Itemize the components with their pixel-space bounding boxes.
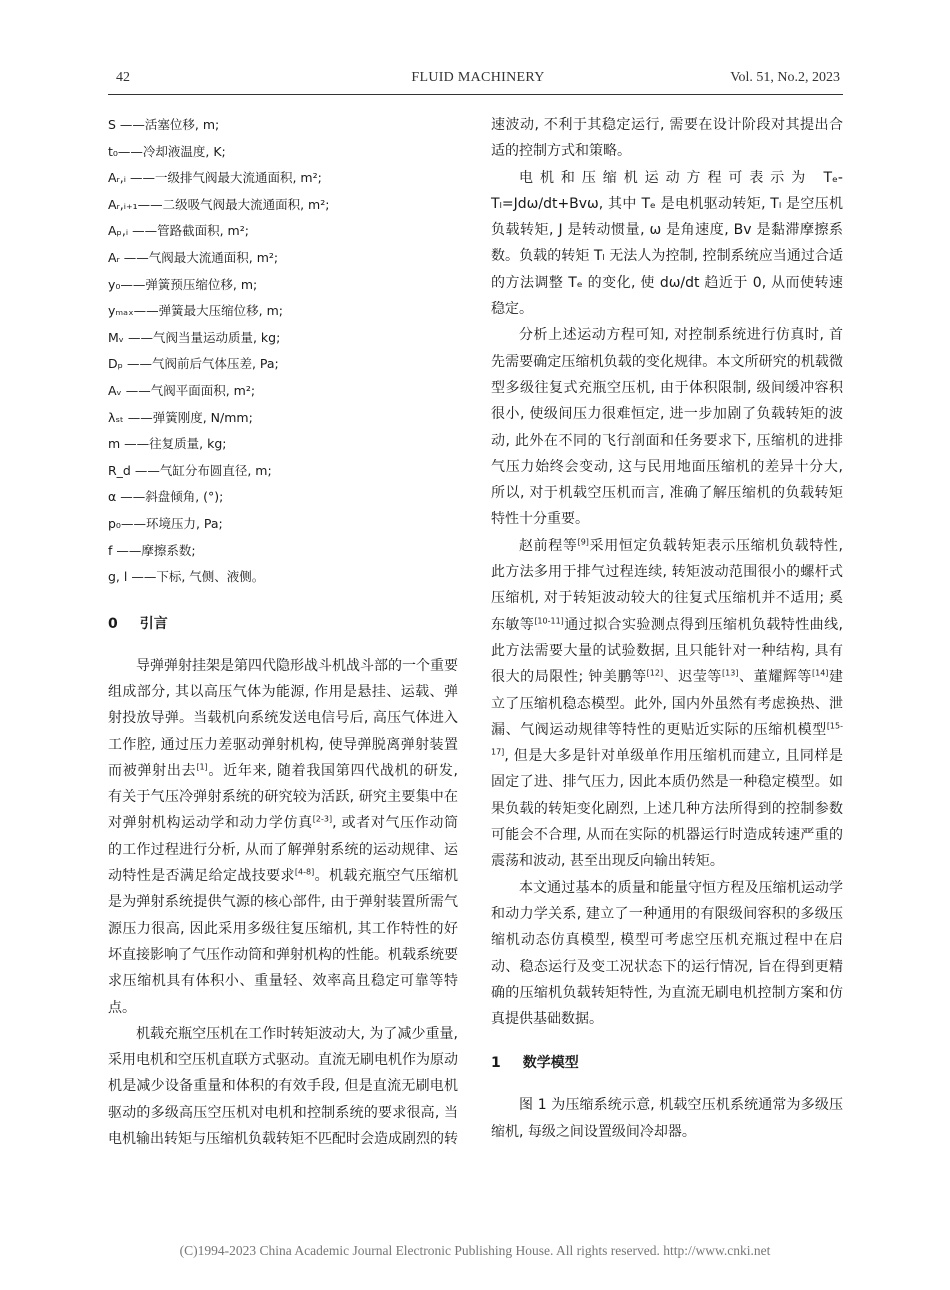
intro-paragraph-1 — [108, 653, 458, 1021]
nomenclature-item: p₀——环境压力, Pa; — [108, 515, 223, 531]
nomenclature-item: S ——活塞位移, m; — [108, 117, 220, 132]
nomenclature-item: f ——摩擦系数; — [108, 542, 196, 558]
left-column — [108, 112, 458, 1152]
intro-paragraph-6: 本文通过基本的质量和能量守恒方程及压缩机运动学和动力学关系, 建立了一种通用的有限级间容积的多级压缩机动态仿真模型, 模型可考虑空压机充瓶过程中在启动、稳态运行及变工况状态下的运行情况, 旨在得到更精确的压缩机负载转矩特性, 为直流无刷电机控制方案和仿真提供基础数据。 — [491, 879, 843, 1028]
nomenclature-item: g, l ——下标, 气侧、液侧。 — [108, 569, 265, 585]
nomenclature-item: Aₚ,ᵢ ——管路截面积, m²; — [108, 223, 249, 239]
text-run: 。近年来, 随着我国第四代战机的研发, 有关于气压冷弹射系统的研究较为活跃, 研究主要集中在对弹射机构运动学和动力学仿真 — [108, 762, 458, 832]
header-rule — [108, 94, 843, 95]
citation: [4-8] — [294, 867, 315, 877]
journal-name: FLUID MACHINERY — [411, 70, 545, 85]
nomenclature-item: Aᵣ ——气阀最大流通面积, m²; — [108, 249, 279, 265]
nomenclature-list — [108, 112, 458, 591]
text-run: 、董耀辉等 — [738, 669, 812, 686]
text-run: , 或者对气压作动筒的工作过程进行分析, 从而了解弹射系统的运动规律、运动特性是否满足给定战技要求 — [108, 815, 459, 885]
intro-paragraph-2: 机载充瓶空压机在工作时转矩波动大, 为了减少重量, 采用电机和空压机直联方式驱动。直流无刷电机作为原动机是减少设备重量和体积的有效手段, 但是直流无刷电机驱动的多级高压空压机对电机和控制系统的要求很高, 当电机输出转矩与压缩机负载转矩不匹配时会造成剧烈的转 — [108, 1025, 458, 1148]
citation: [10-11] — [534, 615, 564, 625]
right-column — [491, 112, 843, 1145]
section-number: 1 — [491, 1055, 501, 1072]
text-run: 赵前程等 — [519, 537, 578, 554]
citation: [2-3] — [312, 814, 333, 824]
section-title: 数学模型 — [522, 1055, 579, 1072]
copyright-footer: (C)1994-2023 China Academic Journal Electronic Publishing House. All rights reserved. http://www.cnki.net — [179, 1243, 771, 1258]
intro-paragraph-4: 分析上述运动方程可知, 对控制系统进行仿真时, 首先需要确定压缩机负载的变化规律。本文所研究的机载微型多级往复式充瓶空压机, 由于体积限制, 级间缓冲容积很小, 使级间压力很难恒定, 进一步加剧了负载转矩的波动, 此外在不同的飞行剖面和任务要求下, 压缩机的进排气压力始终会变动, 这与民用地面压缩机的差异十分大, 所以, 对于机载空压机而言, 准确了解压缩机的负载转矩特性十分重要。 — [491, 327, 843, 528]
model-paragraph-1: 图 1 为压缩系统示意, 机载空压机系统通常为多级压缩机, 每级之间设置级间冷却器。 — [491, 1097, 843, 1140]
intro-paragraph-3: 电机和压缩机运动方程可表示为 Tₑ-Tₗ=Jdω/dt+Bvω, 其中 Tₑ 是电机驱动转矩, Tₗ 是空压机负载转矩, J 是转动惯量, ω 是角速度, Bv 是黏滞摩擦系数。负载的转矩 Tₗ 无法人为控制, 控制系统应当通过合适的方法调整 Tₑ 的变化, 使 dω/dt 趋近于 0, 从而使转速稳定。 — [491, 169, 843, 318]
nomenclature-item: Mᵥ ——气阀当量运动质量, kg; — [108, 329, 281, 345]
intro-paragraph-5 — [491, 533, 843, 875]
nomenclature-item: Aᵥ ——气阀平面面积, m²; — [108, 382, 256, 398]
nomenclature-item: λₛₜ ——弹簧刚度, N/mm; — [108, 409, 253, 425]
nomenclature-item: Aᵣ,ᵢ ——一级排气阀最大流通面积, m²; — [108, 170, 322, 186]
citation: [14] — [812, 668, 829, 678]
volume-info: Vol. 51, No.2, 2023 — [730, 70, 840, 85]
text-run: 建立了压缩机稳态模型。此外, 国内外虽然有考虑换热、泄漏、气阀运动规律等特性的更贴近实际的压缩机模型 — [491, 669, 844, 738]
section-number: 0 — [108, 615, 118, 632]
text-run: 采用恒定负载转矩表示压缩机负载特性, 此方法多用于排气过程连续, 转矩波动范围很小的螺杆式压缩机, 对于转矩波动较大的往复式压缩机并不适用; 奚东敏等 — [491, 537, 844, 633]
intro-paragraph-2-continued: 速波动, 不利于其稳定运行, 需要在设计阶段对其提出合适的控制方式和策略。 — [491, 117, 843, 160]
section-heading-introduction — [108, 611, 458, 637]
text-run: 、迟莹等 — [663, 669, 723, 686]
text-run: , 但是大多是针对单级单作用压缩机而建立, 且同样是固定了进、排气压力, 因此本质仍然是一种稳定模型。如果负载的转矩变化剧烈, 上述几种方法所得到的控制参数可能会不合理, 从而在实际的机器运行时造成转速严重的震荡和波动, 甚至出现反向输出转矩。 — [491, 748, 843, 870]
nomenclature-item: m ——往复质量, kg; — [108, 436, 227, 452]
section-heading-math-model — [491, 1050, 843, 1076]
nomenclature-item: R_d ——气缸分布圆直径, m; — [108, 462, 272, 478]
section-title: 引言 — [139, 615, 168, 632]
citation: [9] — [577, 537, 589, 547]
nomenclature-item: y₀——弹簧预压缩位移, m; — [108, 276, 258, 292]
running-header — [116, 70, 840, 90]
text-run: 导弹弹射挂架是第四代隐形战斗机战斗部的一个重要组成部分, 其以高压气体为能源, 作用是悬挂、运载、弹射投放导弹。当载机向系统发送电信号后, 高压气体进入工作腔, 通过压力差驱动弹射机构, 使导弹脱离弹射装置而被弹射出去 — [108, 657, 458, 779]
citation: [1] — [196, 762, 208, 772]
page-number: 42 — [116, 70, 130, 85]
citation: [12] — [646, 668, 664, 678]
nomenclature-item: Aᵣ,ᵢ₊₁——二级吸气阀最大流通面积, m²; — [108, 196, 330, 212]
nomenclature-item: yₘₐₓ——弹簧最大压缩位移, m; — [108, 303, 283, 319]
text-run: 。机载充瓶空气压缩机是为弹射系统提供气源的核心部件, 由于弹射装置所需气源压力很高, 因此采用多级往复压缩机, 其工作特性的好坏直接影响了气压作动筒和弹射机构的性能。机载系统要求压缩机具有体积小、重量轻、效率高且稳定可靠等特点。 — [108, 868, 459, 1016]
nomenclature-item: α ——斜盘倾角, (°); — [108, 489, 224, 505]
citation: [13] — [722, 668, 739, 678]
text-run: 通过拟合实验测点得到压缩机负载特性曲线, 此方法需要大量的试验数据, 且只能针对一种结构, 具有很大的局限性; 钟美鹏等 — [491, 616, 843, 686]
citation: [15-17] — [491, 721, 843, 757]
nomenclature-item: Dₚ ——气阀前后气体压差, Pa; — [108, 356, 279, 372]
nomenclature-item: t₀——冷却液温度, K; — [108, 143, 226, 159]
